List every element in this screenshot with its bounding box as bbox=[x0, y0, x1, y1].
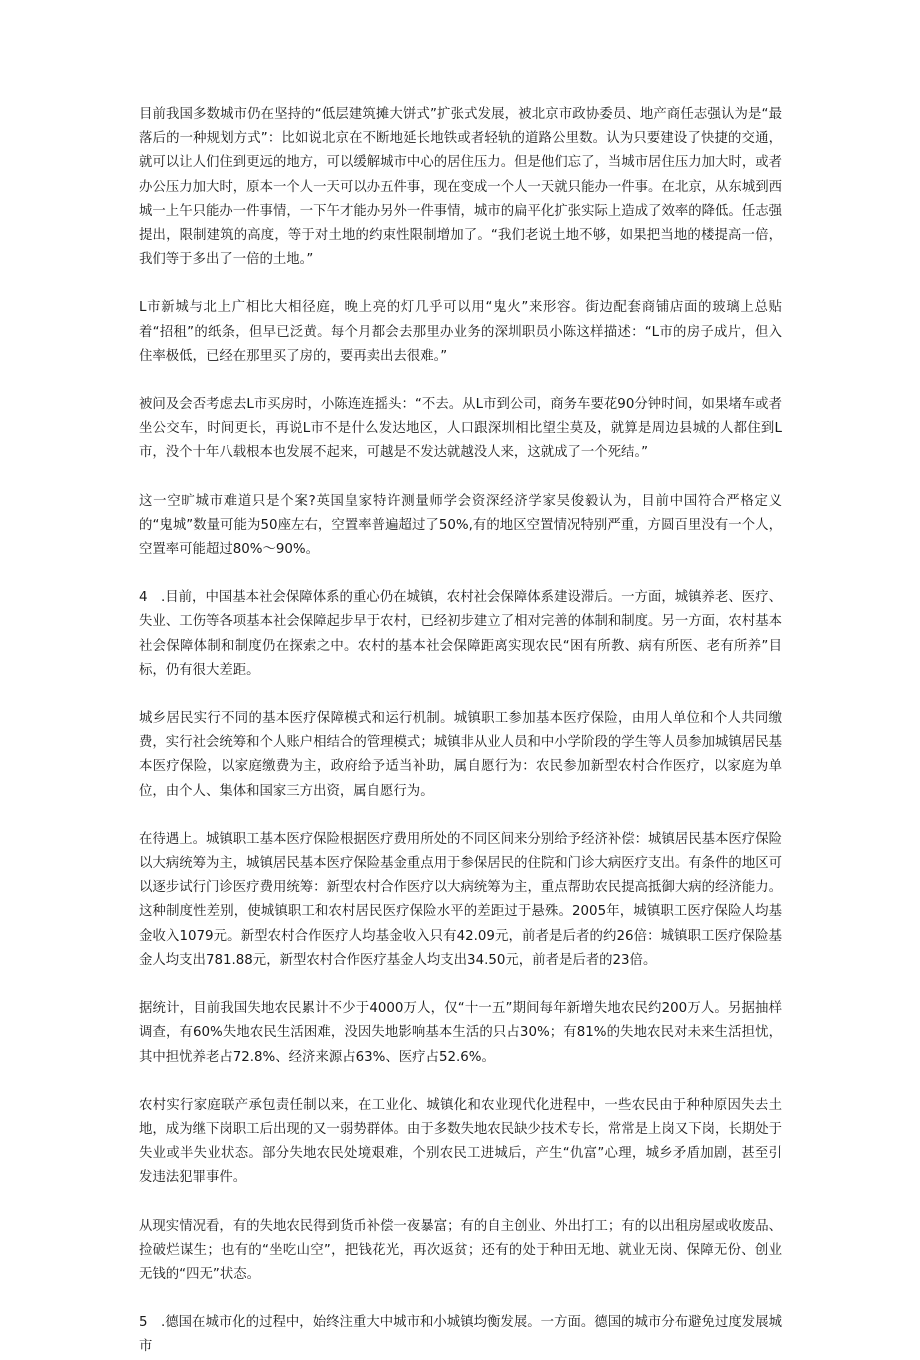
paragraph-l-city-newtown: L市新城与北上广相比大相径庭，晚上亮的灯几乎可以用“鬼火”来形容。街边配套商铺店面的玻璃上总贴着“招租”的纸条，但早已泛黄。每个月都会去那里办业务的深圳职员小陈这样描述：“L市的房子成片，但入住率极低，已经在那里买了房的，要再卖出去很难。” bbox=[139, 300, 782, 364]
paragraph-landless-statistics: 据统计，目前我国失地农民累计不少于4000万人，仅“十一五”期间每年新增失地农民约200万人。另据抽样调查，有60%失地农民生活困难，没因失地影响基本生活的只占30%；有81%的失地农民对未来生活担忧，其中担忧养老占72.8%、经济来源占63%、医疗占52.6%。 bbox=[139, 1001, 782, 1065]
paragraph-treatment-gap: 在待遇上。城镇职工基本医疗保险根据医疗费用所处的不同区间来分别给予经济补偿：城镇居民基本医疗保险以大病统筹为主，城镇居民基本医疗保险基金重点用于参保居民的住院和门诊大病医疗支出。有条件的地区可以逐步试行门诊医疗费用统筹：新型农村合作医疗以大病统筹为主，重点帮助农民提高抵御大病的经济能力。这种制度性差别，使城镇职工和农村居民医疗保险水平的差距过于悬殊。2005年，城镇职工医疗保险人均基金收入1079元。新型农村合作医疗人均基金收入只有42.09元，前者是后者的约26倍：城镇职工医疗保险基金人均支出781.88元，新型农村合作医疗基金人均支出34.50元，前者是后者的23倍。 bbox=[139, 831, 782, 968]
paragraph-reality-situation: 从现实情况看，有的失地农民得到货币补偿一夜暴富；有的自主创业、外出打工；有的以出租房屋或收废品、捡破烂谋生；也有的“坐吃山空”，把钱花光，再次返贫；还有的处于种田无地、就业无岗、保障无份、创业无钱的“四无”状态。 bbox=[139, 1218, 782, 1282]
paragraph-ghost-city: 这一空旷城市难道只是个案?英国皇家特许测量师学会资深经济学家吴俊毅认为，目前中国符合严格定义的“鬼城”数量可能为50座左右，空置率普遍超过了50%,有的地区空置情况特别严重，方圆百里没有一个人，空置率可能超过80%〜90%。 bbox=[139, 493, 782, 558]
paragraph-item-5-germany: 5 .德国在城市化的过程中，始终注重大中城市和小城镇均衡发展。一方面。德国的城市分布避免过度发展城市 bbox=[139, 1315, 782, 1355]
document-page bbox=[139, 103, 782, 1360]
paragraph-xiaochen-quote: 被问及会否考虑去L市买房时，小陈连连摇头：“不去。从L市到公司，商务车要花90分钟时间，如果堵车或者坐公交车，时间更长，再说L市不是什么发达地区，人口跟深圳相比望尘莫及，就算是周边县城的人都住到L市，没个十年八载根本也发展不起来，可越是不发达就越没人来，这就成了一个死结。” bbox=[139, 397, 782, 461]
paragraph-vulnerable-group: 农村实行家庭联产承包责任制以来，在工业化、城镇化和农业现代化进程中，一些农民由于种种原因失去土地，成为继下岗职工后出现的又一弱势群体。由于多数失地农民缺少技术专长，常常是上岗又下岗，长期处于失业或半失业状态。部分失地农民处境艰难，个别农民工进城后，产生“仇富”心理，城乡矛盾加剧，甚至引发违法犯罪事件。 bbox=[139, 1097, 782, 1186]
paragraph-item-4-social-security: 4 .目前，中国基本社会保障体系的重心仍在城镇，农村社会保障体系建设滞后。一方面，城镇养老、医疗、失业、工伤等各项基本社会保障起步早于农村，已经初步建立了相对完善的体制和制度。另一方面，农村基本社会保障体制和制度仍在探索之中。农村的基本社会保障距离实现农民“困有所教、病有所医、老有所养”目标，仍有很大差距。 bbox=[139, 590, 782, 678]
paragraph-medical-models: 城乡居民实行不同的基本医疗保障模式和运行机制。城镇职工参加基本医疗保险，由用人单位和个人共同缴费，实行社会统筹和个人账户相结合的管理模式；城镇非从业人员和中小学阶段的学生等人员参加城镇居民基本医疗保险，以家庭缴费为主，政府给予适当补助，属自愿行为：农民参加新型农村合作医疗，以家庭为单位，由个人、集体和国家三方出资，属自愿行为。 bbox=[139, 711, 782, 799]
paragraph-sprawl: 目前我国多数城市仍在坚持的“低层建筑摊大饼式”扩张式发展，被北京市政协委员、地产商任志强认为是“最落后的一种规划方式”：比如说北京在不断地延长地铁或者轻轨的道路公里数。认为只要建设了快捷的交通，就可以让人们住到更远的地方，可以缓解城市中心的居住压力。但是他们忘了，当城市居住压力加大时，或者办公压力加大时，原本一个人一天可以办五件事，现在变成一个人一天就只能办一件事。在北京，从东城到西城一上午只能办一件事情，一下午才能办另外一件事情，城市的扁平化扩张实际上造成了效率的降低。任志强提出，限制建筑的高度，等于对土地的约束性限制增加了。“我们老说土地不够，如果把当地的楼提高一倍，我们等于多出了一倍的土地。” bbox=[139, 107, 782, 268]
